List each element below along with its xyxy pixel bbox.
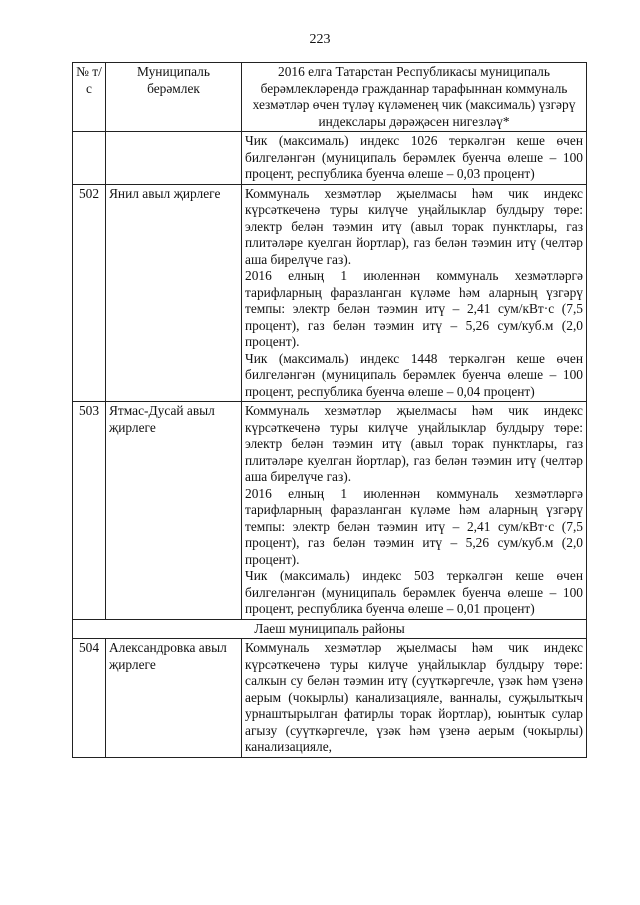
row-number — [73, 132, 106, 185]
row-municipality: Александровка авыл җирлеге — [106, 639, 242, 758]
section-title: Лаеш муниципаль районы — [73, 619, 587, 639]
header-number: № т/с — [73, 63, 106, 132]
table-row — [73, 184, 587, 402]
row-paragraph: Коммуналь хезмәтләр җыелмасы һәм чик индекс күрсәткеченә туры килүче уңайлыклар булдыру төре: электр белән тәэмин итү (авыл торак пунктлары, газ плитәләре куелган йортлар), газ белән тәэмин итү (челтәр аша бирелүче газ). — [245, 185, 583, 267]
header-description: 2016 елга Татарстан Республикасы муниципаль берәмлекләрендә гражданнар тарафыннан коммуналь хезмәтләр өчен түләү күләменең чик (максималь) үзгәрү индекслары дәрәҗәсен нигезләү* — [242, 63, 587, 132]
page-number: 223 — [309, 32, 331, 47]
row-paragraph: 2016 елның 1 июленнән коммуналь хезмәтләргә тарифларның фаразланган күләме һәм аларның үзгәрү темпы: электр белән тәэмин итү – 2,41 сум/кВт·с (7,5 процент), газ белән тәэмин итү – 5,26 сум/куб.м (2,0 процент). — [245, 268, 583, 349]
row-municipality — [106, 132, 242, 185]
row-paragraph: Коммуналь хезмәтләр җыелмасы һәм чик индекс күрсәткеченә туры килүче уңайлыклар булдыру төре: электр белән тәэмин итү (авыл торак пунктлары, газ плитәләре куелган йортлар), газ белән тәэмин итү (челтәр аша бирелүче газ). — [245, 403, 583, 484]
row-number: 504 — [73, 639, 106, 758]
section-row — [73, 619, 587, 639]
header-municipality: Муниципаль берәмлек — [106, 63, 242, 132]
row-paragraph: Коммуналь хезмәтләр җыелмасы һәм чик индекс күрсәткеченә туры килүче уңайлыклар булдыру төре: салкын су белән тәэмин итү (суүткәргечле, үзәк һәм үзенә аерым (чокырлы) канализацияле, ванналы, суҗылыткыч урнаштырылган фатирлы торак йортлар), юынтык сулар агызу (суүткәргечле, үзәк һәм үзенә аерым (чокырлы) канализацияле, — [245, 640, 583, 754]
row-description — [242, 639, 587, 758]
row-number: 502 — [73, 184, 106, 402]
tariff-table — [72, 62, 587, 758]
table-row — [73, 402, 587, 620]
row-paragraph: Чик (максималь) индекс 1448 теркәлгән кеше өчен билгеләнгән (муниципаль берәмлек буенча өлеше – 100 процент, республика буенча өлеше – 0,04 процент) — [245, 350, 583, 399]
row-municipality: Янил авыл җирлеге — [106, 184, 242, 402]
row-description — [242, 132, 587, 185]
row-description — [242, 402, 587, 620]
row-number: 503 — [73, 402, 106, 620]
table-header-row — [73, 63, 587, 132]
table-row — [73, 639, 587, 758]
row-paragraph: 2016 елның 1 июленнән коммуналь хезмәтләргә тарифларның фаразланган күләме һәм аларның үзгәрү темпы: электр белән тәэмин итү – 2,41 сум/кВт·с (7,5 процент), газ белән тәэмин итү – 5,26 сум/куб.м (2,0 процент). — [245, 485, 583, 567]
row-paragraph: Чик (максималь) индекс 503 теркәлгән кеше өчен билгеләнгән (муниципаль берәмлек буенча өлеше – 100 процент, республика буенча өлеше – 0,01 процент) — [245, 568, 583, 616]
row-municipality: Ятмас-Дусай авыл җирлеге — [106, 402, 242, 620]
table-row — [73, 132, 587, 185]
row-description — [242, 184, 587, 402]
row-paragraph: Чик (максималь) индекс 1026 теркәлгән кеше өчен билгеләнгән (муниципаль берәмлек буенча өлеше – 100 процент, республика буенча өлеше – 0,03 процент) — [245, 133, 583, 181]
